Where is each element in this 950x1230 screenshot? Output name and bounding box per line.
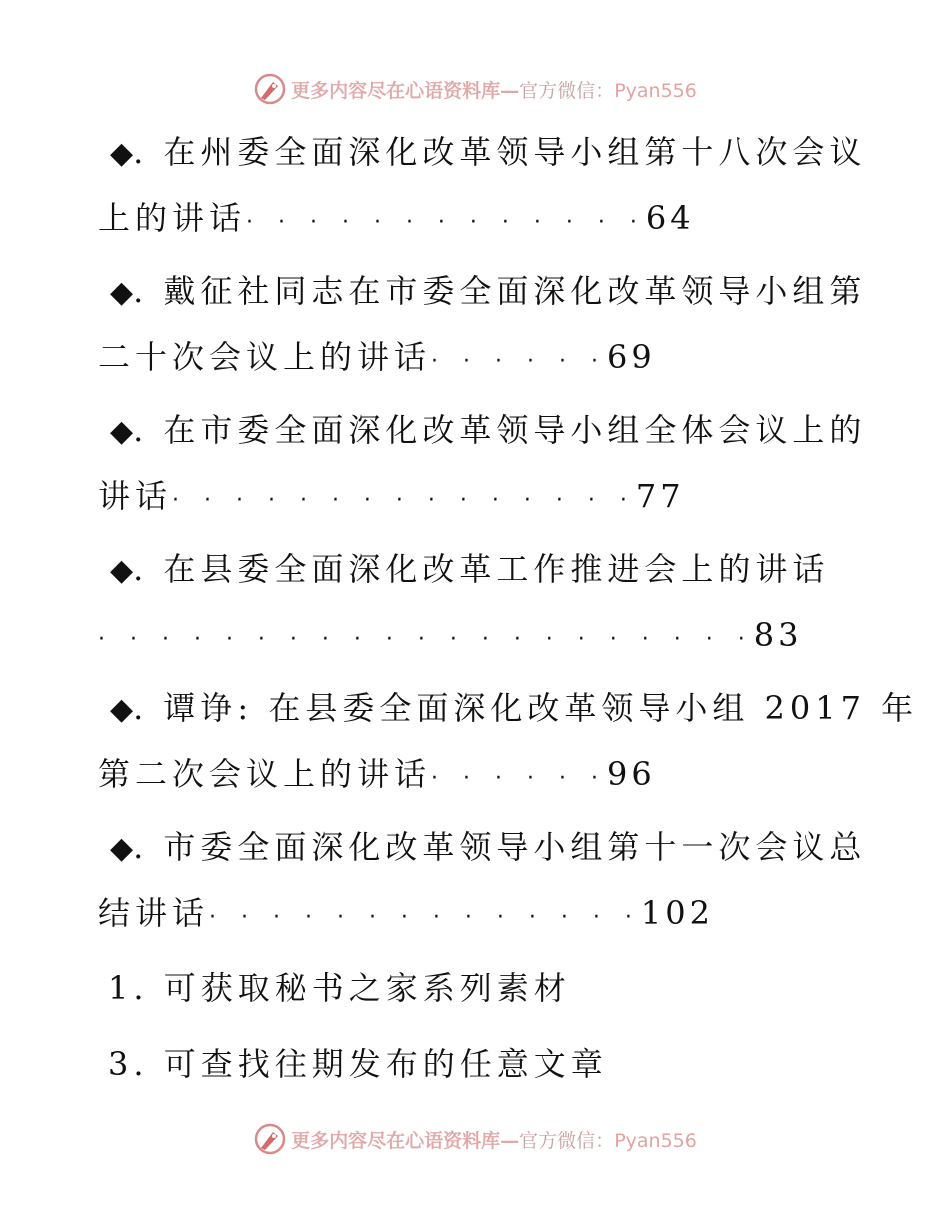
diamond-bullet-icon: ◆	[110, 553, 134, 588]
toc-entry-title: . 市委全面深化改革领导小组第十一次会议总	[133, 828, 867, 866]
toc-entry-title: . 谭诤: 在县委全面深化改革领导小组 2017 年	[133, 689, 919, 727]
toc-entry[interactable]	[98, 259, 867, 394]
dot-leader: · · · · · · · · · · · · · ·	[209, 905, 641, 930]
toc-entry-title-cont: 讲话	[98, 477, 173, 515]
toc-entry-title-cont: 二十次会议上的讲话	[98, 338, 432, 376]
page-number: 96	[606, 755, 656, 793]
diamond-bullet-icon: ◆	[110, 414, 134, 449]
diamond-bullet-icon: ◆	[110, 692, 134, 727]
toc-entry[interactable]	[98, 815, 867, 950]
note-item: 3. 可查找往期发布的任意文章	[108, 1045, 608, 1083]
toc-entry-title-cont: 上的讲话	[98, 199, 247, 237]
diamond-bullet-icon: ◆	[110, 136, 134, 171]
toc-entry-title-cont: 结讲话	[98, 894, 210, 932]
toc-entry-title: . 在县委全面深化改革工作推进会上的讲话	[133, 550, 830, 588]
toc-entry[interactable]	[98, 398, 867, 533]
watermark-text: 更多内容尽在心语资料库—官方微信：Pyan556	[291, 79, 697, 102]
toc-entry-title: . 在市委全面深化改革领导小组全体会议上的	[133, 411, 867, 449]
dot-leader: · · · · · · · · · · · · · · · · · · · · ·	[98, 627, 754, 652]
toc-entry[interactable]	[98, 537, 858, 672]
dot-leader: · · · · · ·	[431, 766, 607, 791]
dot-leader: · · · · · · · · · · · · ·	[246, 210, 646, 235]
diamond-bullet-icon: ◆	[110, 831, 134, 866]
table-of-contents	[98, 120, 919, 1096]
watermark-text: 更多内容尽在心语资料库—官方微信：Pyan556	[291, 1129, 697, 1152]
page-number: 83	[753, 616, 803, 654]
page-number: 69	[606, 338, 656, 376]
page-number: 77	[635, 477, 685, 515]
pen-nib-logo-icon	[253, 72, 287, 106]
toc-entry-title: . 戴征社同志在市委全面深化改革领导小组第	[133, 272, 867, 310]
dot-leader: · · · · · · · · · · · · · · ·	[172, 488, 636, 513]
pen-nib-logo-icon	[253, 1122, 287, 1156]
dot-leader: · · · · · ·	[431, 349, 607, 374]
toc-entry[interactable]	[98, 120, 867, 255]
toc-entry[interactable]	[98, 676, 919, 811]
diamond-bullet-icon: ◆	[110, 275, 134, 310]
toc-entry-title: . 在州委全面深化改革领导小组第十八次会议	[133, 133, 867, 171]
header-watermark	[0, 72, 950, 106]
page-number: 102	[640, 894, 714, 932]
page-number: 64	[645, 199, 695, 237]
footer-watermark	[0, 1122, 950, 1156]
toc-entry-title-cont: 第二次会议上的讲话	[98, 755, 432, 793]
note-item: 1. 可获取秘书之家系列素材	[108, 969, 571, 1007]
